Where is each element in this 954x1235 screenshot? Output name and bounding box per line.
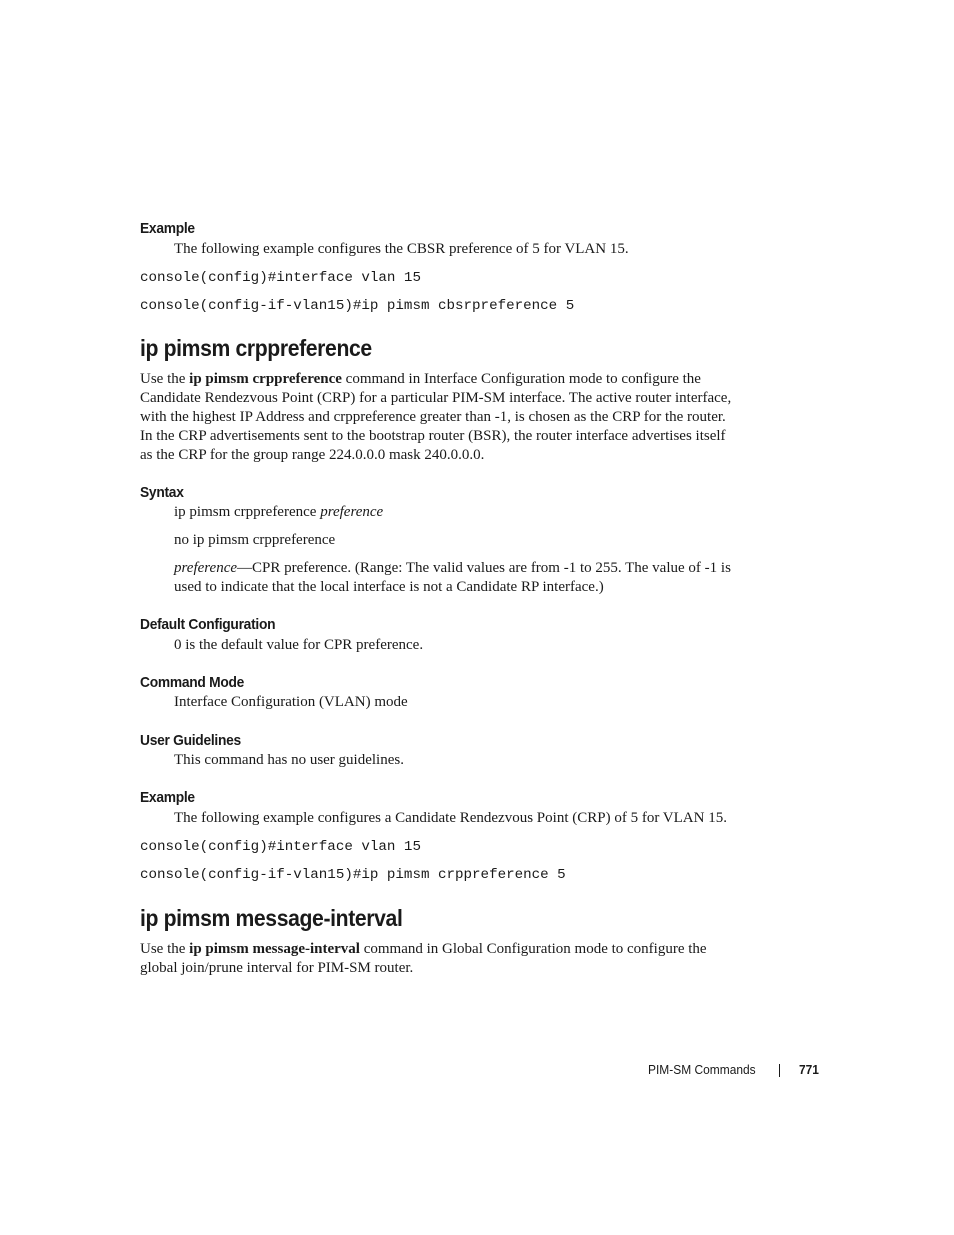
user-guidelines-heading: User Guidelines <box>140 732 241 749</box>
intro-line-1: Use the ip pimsm message-interval command in Global Configuration mode to configure the <box>140 941 707 957</box>
command-mode-text: Interface Configuration (VLAN) mode <box>174 694 408 710</box>
parameter-line-1: preference—CPR preference. (Range: The valid values are from -1 to 255. The value of -1 is <box>174 560 731 576</box>
intro-line-5: as the CRP for the group range 224.0.0.0 mask 240.0.0.0. <box>140 447 485 463</box>
intro-line-1: Use the ip pimsm crppreference command in Interface Configuration mode to configure the <box>140 371 701 387</box>
command-name: ip pimsm crppreference <box>189 371 342 387</box>
footer-divider <box>779 1064 780 1077</box>
code-line: console(config)#interface vlan 15 <box>140 839 421 855</box>
intro-line-3: with the highest IP Address and crppreference greater than -1, is chosen as the CRP for the router. <box>140 409 726 425</box>
section-title-message-interval: ip pimsm message-interval <box>140 905 403 931</box>
section-title-crppreference: ip pimsm crppreference <box>140 335 372 361</box>
user-guidelines-text: This command has no user guidelines. <box>174 752 404 768</box>
footer-section-name: PIM-SM Commands <box>648 1062 756 1077</box>
example-text-2: The following example configures a Candidate Rendezvous Point (CRP) of 5 for VLAN 15. <box>174 810 727 826</box>
intro-line-2: global join/prune interval for PIM-SM router. <box>140 960 414 976</box>
parameter-line-2: used to indicate that the local interface is not a Candidate RP interface.) <box>174 579 604 595</box>
example-heading-2: Example <box>140 789 195 806</box>
parameter-name: preference <box>174 560 238 576</box>
default-configuration-heading: Default Configuration <box>140 616 276 633</box>
syntax-heading: Syntax <box>140 484 184 501</box>
code-line: console(config)#interface vlan 15 <box>140 270 421 286</box>
code-line: console(config-if-vlan15)#ip pimsm cbsrpreference 5 <box>140 298 575 314</box>
syntax-argument: preference <box>320 504 384 520</box>
command-mode-heading: Command Mode <box>140 674 245 691</box>
syntax-line-2: no ip pimsm crppreference <box>174 532 336 548</box>
default-configuration-text: 0 is the default value for CPR preference. <box>174 637 424 653</box>
page-number: 771 <box>799 1062 819 1077</box>
code-line: console(config-if-vlan15)#ip pimsm crppreference 5 <box>140 867 566 883</box>
syntax-line-1: ip pimsm crppreference preference <box>174 504 384 520</box>
command-name: ip pimsm message-interval <box>189 941 360 957</box>
example-heading-1: Example <box>140 220 195 237</box>
intro-line-2: Candidate Rendezvous Point (CRP) for a particular PIM-SM interface. The active router interface, <box>140 390 732 406</box>
intro-line-4: In the CRP advertisements sent to the bootstrap router (BSR), the router interface advertises itself <box>140 428 726 444</box>
example-text-1: The following example configures the CBSR preference of 5 for VLAN 15. <box>174 241 629 257</box>
